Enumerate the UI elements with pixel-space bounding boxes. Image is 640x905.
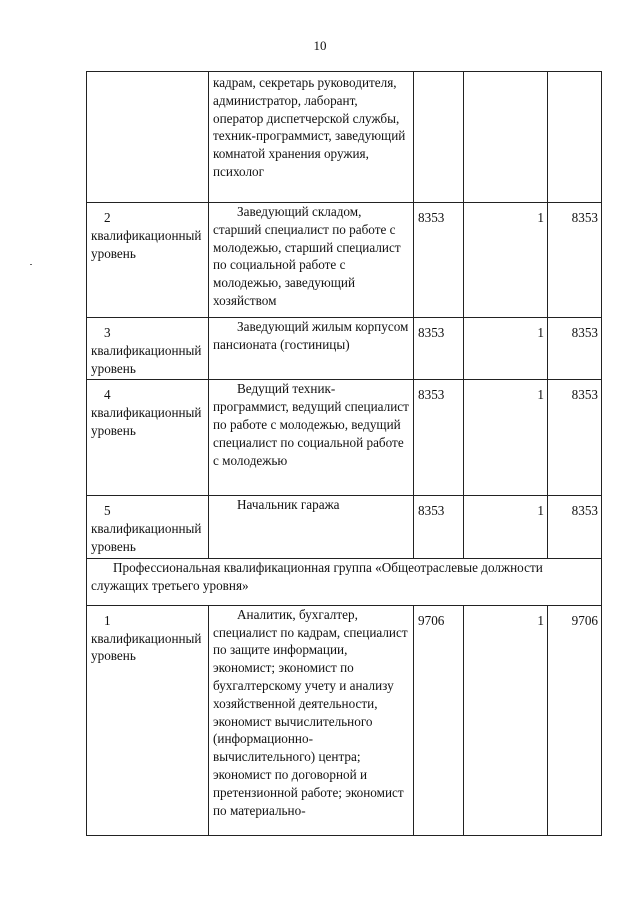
- salary-cell: 8353: [548, 496, 602, 558]
- salary-cell: 9706: [548, 605, 602, 835]
- table-row: [87, 496, 602, 558]
- level-number: 5: [104, 503, 111, 519]
- salary-cell: 8353: [548, 203, 602, 318]
- coefficient-cell: 1: [464, 605, 548, 835]
- positions-cell: [209, 203, 414, 318]
- positions-cell: [209, 380, 414, 496]
- level-label: квалификационный уровень: [91, 630, 202, 664]
- positions-cell: кадрам, секретарь руководителя, администратор, лаборант, оператор диспетчерской службы, техник-программист, заведующий комнатой хранения оружия, психолог: [209, 72, 414, 203]
- level-number: 2: [104, 210, 111, 225]
- level-cell: [87, 496, 209, 558]
- coefficient-cell: 1: [464, 496, 548, 558]
- level-number: 1: [104, 612, 111, 628]
- level-cell: [87, 380, 209, 496]
- base-salary-cell: 8353: [414, 203, 464, 318]
- page-number: 10: [313, 38, 327, 53]
- level-label: квалификационный уровень: [91, 521, 202, 554]
- scan-speck: [30, 264, 32, 265]
- level-number: 4: [104, 387, 111, 403]
- positions-cell: [209, 605, 414, 835]
- base-salary-cell: 8353: [414, 496, 464, 558]
- salary-table: [86, 71, 602, 836]
- positions-text: Заведующий складом, старший специалист по работе с молодежью, старший специалист по социальной работе с молодежью, заведующий хозяйством: [213, 204, 401, 308]
- coefficient-cell: [464, 72, 548, 203]
- table-row: [87, 380, 602, 496]
- coefficient-cell: 1: [464, 318, 548, 380]
- level-number: 3: [104, 325, 111, 340]
- table-row: [87, 605, 602, 835]
- level-cell: [87, 318, 209, 380]
- salary-cell: 8353: [548, 318, 602, 380]
- base-salary-cell: 8353: [414, 380, 464, 496]
- group-heading-row: [87, 558, 602, 605]
- salary-cell: 8353: [548, 380, 602, 496]
- positions-cell: [209, 496, 414, 558]
- level-label: квалификационный уровень: [91, 342, 202, 376]
- level-label: квалификационный уровень: [91, 405, 202, 438]
- group-heading: Профессиональная квалификационная группа «Общеотраслевые должности служащих третьего уровня»: [87, 558, 602, 605]
- salary-cell: [548, 72, 602, 203]
- coefficient-cell: 1: [464, 203, 548, 318]
- level-cell: [87, 72, 209, 203]
- base-salary-cell: 9706: [414, 605, 464, 835]
- positions-text: Начальник гаража: [237, 497, 340, 513]
- positions-text: Аналитик, бухгалтер, специалист по кадрам, специалист по защите информации, экономист; экономист по бухгалтерскому учету и анализу хозяйственной деятельности, экономист вычислительного (информационно-вычислительного) центра; экономист по договорной и претензионной работе; экономист по материально-: [213, 606, 408, 818]
- base-salary-cell: 8353: [414, 318, 464, 380]
- level-label: квалификационный уровень: [91, 227, 202, 261]
- base-salary-cell: [414, 72, 464, 203]
- positions-cell: [209, 318, 414, 380]
- positions-text: Ведущий техник-программист, ведущий специалист по работе с молодежью, ведущий специалист по социальной работе с молодежью: [213, 381, 409, 468]
- coefficient-cell: 1: [464, 380, 548, 496]
- table-row: [87, 318, 602, 380]
- level-cell: [87, 203, 209, 318]
- positions-text: Заведующий жилым корпусом пансионата (гостиницы): [213, 319, 409, 352]
- level-cell: [87, 605, 209, 835]
- table-row: [87, 203, 602, 318]
- table-row: [87, 72, 602, 203]
